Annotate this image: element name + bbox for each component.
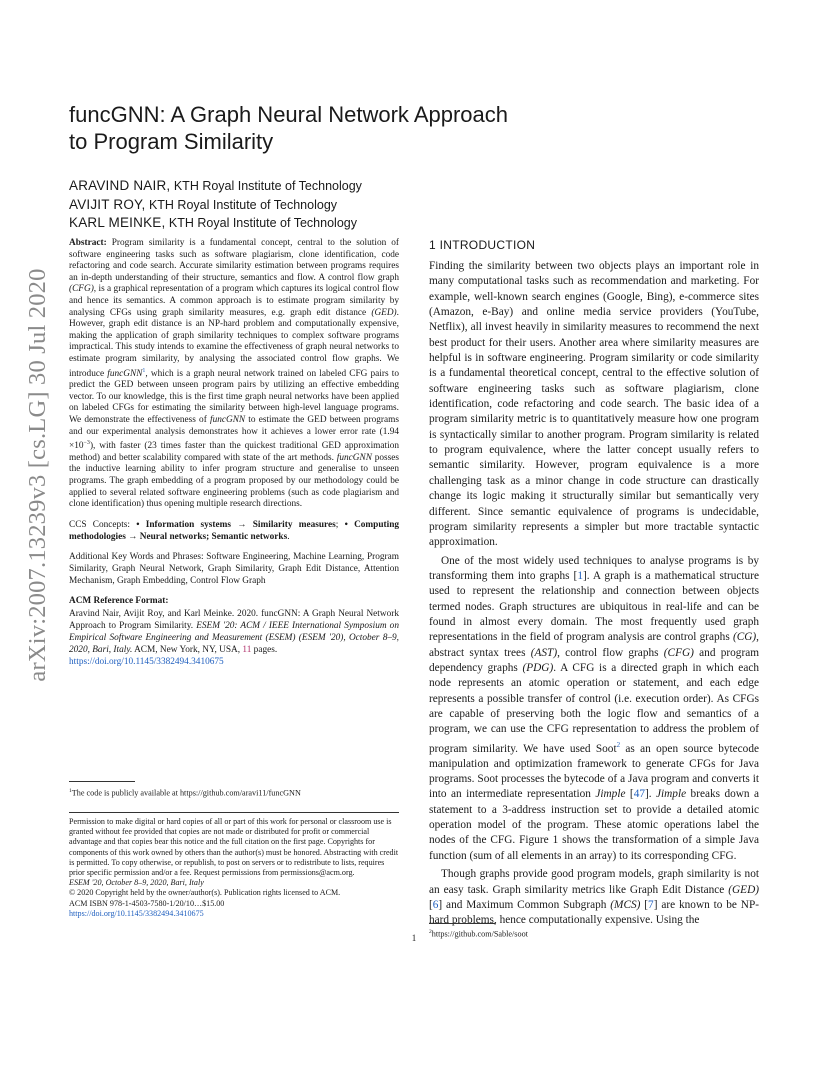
citation-link[interactable]: 7 bbox=[648, 898, 654, 911]
footnote-mark: 1 bbox=[69, 788, 72, 794]
paragraph-text: ]. A graph is a mathematical structure used to represent the relationship and connection between objects termed nodes. Graph structures are ubiquitous in real-life and can be found in almost every domain. The most frequently used graph representations in the field of program analysis are control graphs bbox=[429, 569, 759, 644]
paragraph-text: [ bbox=[625, 788, 634, 801]
author-affiliation: KTH Royal Institute of Technology bbox=[145, 197, 338, 212]
title-line-2: to Program Similarity bbox=[69, 129, 274, 154]
intro-paragraph-3 bbox=[429, 867, 759, 928]
reference-pages-link[interactable]: 11 bbox=[242, 645, 252, 656]
author-name: KARL MEINKE, bbox=[69, 215, 166, 230]
abstract-text: . However, graph edit distance is an NP-hard problem and computationally expensive, making the application of graph similarity techniques to complex software programs impractical. This study intends to examine the effectiveness of graph neural networks to estimate program similarity, by analysing the associated control flow graphs. We introduce bbox=[69, 307, 399, 379]
author-affiliation: KTH Royal Institute of Technology bbox=[165, 216, 357, 230]
copyright-line: © 2020 Copyright held by the owner/author(s). Publication rights licensed to ACM. bbox=[69, 888, 341, 898]
reference-format bbox=[69, 608, 399, 668]
paragraph-text: , control flow graphs bbox=[557, 646, 664, 659]
reference-text: ACM, New York, NY, USA, bbox=[132, 645, 243, 656]
term: (CFG) bbox=[663, 646, 694, 659]
isbn-line: ACM ISBN 978-1-4503-7580-1/20/10…$15.00 bbox=[69, 898, 225, 908]
ccs-end: . bbox=[287, 531, 290, 542]
paragraph-text: One of the most widely used techniques to analyse programs is by transforming them into graphs [ bbox=[429, 554, 759, 582]
footnote-mark: 2 bbox=[429, 929, 432, 935]
footnote-mark[interactable]: 2 bbox=[616, 740, 621, 749]
abstract-term: (GED) bbox=[371, 307, 397, 318]
paper-title bbox=[69, 101, 549, 155]
author-1 bbox=[69, 177, 449, 196]
permission-doi-link[interactable]: https://doi.org/10.1145/3382494.3410675 bbox=[69, 908, 204, 918]
reference-venue: ESEM '20: ACM / IEEE International Symposium on Empirical Software Engineering and Measurement (ESEM) (ESEM '20), October 8–9, 2020, Bari, Italy. bbox=[69, 621, 399, 656]
term: Jimple bbox=[656, 788, 687, 801]
paragraph-text: ] and Maximum Common Subgraph bbox=[438, 898, 611, 911]
right-column bbox=[429, 238, 759, 929]
keywords: Additional Key Words and Phrases: Software Engineering, Machine Learning, Program Similarity, Graph Neural Network, Graph Similarity, Graph Edit Distance, Attention Mechanism, Graph Embedding, Control Flow Graph bbox=[69, 552, 399, 587]
abstract-label: Abstract: bbox=[69, 238, 107, 248]
paragraph-text: , abstract syntax trees bbox=[429, 631, 759, 659]
term: (CG) bbox=[732, 631, 757, 644]
paragraph-text: ] are known to be NP-hard problems, hence computationally expensive. Using the bbox=[429, 898, 760, 927]
permission-block bbox=[69, 817, 399, 919]
abstract-text: posses the inductive learning ability to infer program structure and generalise to unseen programs. The graph embedding of a program proposed by our methodology could be applied to several related software engineering problems (such as code plagiarism and clone identification) thus opening multiple research directions. bbox=[69, 452, 400, 510]
footnote-1 bbox=[69, 786, 399, 799]
intro-paragraph-2 bbox=[429, 554, 759, 865]
author-name: AVIJIT ROY, bbox=[69, 196, 146, 212]
paragraph-text: Though graphs provide good program models, graph similarity is not an easy task. Graph similarity metrics like Graph Edit Distance bbox=[429, 868, 759, 896]
term: (MCS) bbox=[610, 898, 641, 911]
term: Jimple bbox=[595, 788, 626, 801]
footnote-rule bbox=[69, 781, 135, 782]
abstract-text: to estimate the GED between programs and our experimental analysis demonstrates how it achieves a lower error rate (1.94 ×10 bbox=[69, 415, 399, 452]
author-3 bbox=[69, 214, 449, 233]
author-affiliation: KTH Royal Institute of Technology bbox=[170, 179, 362, 193]
permission-text: Permission to make digital or hard copies of all or part of this work for personal or classroom use is granted without fee provided that copies are not made or distributed for profit or commercial advantage and that copies bear this notice and the full citation on the first page. Copyrights for components of this work owned by others than the author(s) must be honored. Abstracting with credit is permitted. To copy otherwise, or republish, to post on servers or to redistribute to lists, requires prior specific permission and/or a fee. Request permissions from permissions@acm.org. bbox=[69, 817, 399, 878]
arxiv-stamp bbox=[22, 268, 54, 682]
footnote-text: The code is publicly available at https://github.com/aravi11/funcGNN bbox=[71, 788, 301, 798]
arxiv-stamp-text: arXiv:2007.13239v3 [cs.LG] 30 Jul 2020 bbox=[24, 268, 51, 682]
abstract-term: funcGNN bbox=[107, 368, 143, 379]
ccs-concept: • Computing methodologies → Neural networks; Semantic networks bbox=[69, 519, 400, 542]
paragraph-text: and program dependency graphs bbox=[429, 646, 760, 674]
page-number: 1 bbox=[411, 933, 417, 943]
author-list bbox=[69, 177, 449, 233]
footnote-rule bbox=[429, 923, 495, 924]
abstract-term: (CFG) bbox=[69, 284, 94, 295]
author-name: ARAVIND NAIR, bbox=[69, 178, 171, 193]
reference-text: pages. bbox=[251, 645, 278, 656]
abstract-text: , which is a graph neural network trained on labeled CFG pairs to predict the GED between unseen program pairs by utilizing an effective embedding vector. To our knowledge, this is the first time graph neural networks have been applied on labeled CFGs for estimating the similarity between high-level language programs. We demonstrate the effectiveness of bbox=[69, 368, 399, 425]
citation-link[interactable]: 1 bbox=[577, 569, 583, 582]
paragraph-text: ]. bbox=[644, 788, 656, 801]
abstract-term: funcGNN bbox=[336, 452, 372, 463]
reference-text: Aravind Nair, Avijit Roy, and Karl Meinke. 2020. funcGNN: A Graph Neural Network Approach to Program Similarity. bbox=[69, 609, 399, 632]
abstract-term: funcGNN bbox=[209, 415, 246, 425]
paragraph-text: [ bbox=[429, 898, 433, 911]
citation-link[interactable]: 6 bbox=[432, 898, 439, 911]
term: (GED) bbox=[728, 883, 759, 896]
title-line-1: funcGNN: A Graph Neural Network Approach bbox=[69, 102, 508, 127]
term: (PDG) bbox=[522, 661, 554, 674]
ccs-separator: ; bbox=[335, 519, 345, 530]
paragraph-text: breaks down a statement to a 3-address instruction set to provide a detailed atomic operation model of the program. These atomic operations label the nodes of the CFG. Figure 1 shows the transformation of a simple Java function (sum of all elements in an array) to its corresponding CFG. bbox=[429, 788, 759, 862]
intro-paragraph-1: Finding the similarity between two objects plays an important role in many computational tasks such as recommendation and marketing. For example, well-known search engines (Google, Bing), e-commerce sites (Amazon, e-Bay) and online media service providers (YouTube, Netflix), all invest heavily in similarity measures to recommend the next best product for their users. Another area where similarity measures are helpful is in software engineering. Program similarity or code similarity is a fundamental theoretical concept, central to the effective solution of software engineering tasks such as software plagiarism, clone identification, code refactoring and code search. The basic idea of a program similarity metric is to quantitatively measure how one program is syntactically similar to another program. Program similarity is related to program equivalence, where the latter concept usually refers to semantic similarity. However, program equivalence is a more challenging task as a minor change in code structure can drastically change its logic making it structurally similar but semantically very different. Since semantic equivalence of programs is undecidable, program similarity represents a simpler but more tractable syntactic approximation. bbox=[429, 260, 759, 549]
abstract bbox=[69, 238, 399, 511]
footnote-mark[interactable]: 1 bbox=[142, 367, 146, 374]
permission-rule bbox=[69, 812, 399, 813]
term: (AST) bbox=[530, 646, 558, 659]
ccs-concept: • Information systems → Similarity measures bbox=[136, 519, 336, 530]
paragraph-text: [ bbox=[640, 898, 649, 911]
author-2 bbox=[69, 196, 449, 215]
abstract-exponent: −3 bbox=[83, 440, 90, 447]
citation-link[interactable]: 47 bbox=[633, 788, 645, 801]
left-column bbox=[69, 238, 399, 668]
footnote-text: https://github.com/Sable/soot bbox=[431, 929, 528, 939]
paragraph-text: . A CFG is a directed graph in which each node represents an atomic operation or statement, and each edge represents a possible transfer of control (i.e. execution order). As CFGs are capable of preserving both the logic flow and semantics of a program, we can use the CFG representation to address the problem of program similarity. We have used Soot bbox=[429, 661, 759, 755]
abstract-text: ), with faster (23 times faster than the quickest traditional GED approximation method) and better scalability compared with state of the art methods. bbox=[69, 441, 399, 463]
section-heading: 1 INTRODUCTION bbox=[429, 238, 536, 252]
reference-doi-link[interactable]: https://doi.org/10.1145/3382494.3410675 bbox=[69, 657, 224, 668]
reference-heading: ACM Reference Format: bbox=[69, 596, 169, 607]
ccs-prefix: CCS Concepts: bbox=[69, 519, 137, 530]
paragraph-text: as an open source bytecode manipulation and optimization framework to generate CFGs for Java programs. Soot processes the bytecode of a Java program and converts it into an intermediate representation bbox=[429, 742, 759, 801]
ccs-concepts bbox=[69, 519, 399, 543]
permission-venue: ESEM '20, October 8–9, 2020, Bari, Italy bbox=[69, 878, 204, 888]
abstract-text: Program similarity is a fundamental concept, central to the solution of software engineering tasks such as software plagiarism, clone identification, code refactoring and code search. Accurate similarity estimation between programs requires an in-depth understanding of their structure, semantics and flow. A control flow graph bbox=[69, 238, 399, 283]
abstract-text: , is a graphical representation of a program which captures its logical control flow and hence its semantics. A common approach is to estimate program similarity by analysing CFGs using graph similarity measures, e.g. graph edit distance bbox=[69, 284, 399, 318]
